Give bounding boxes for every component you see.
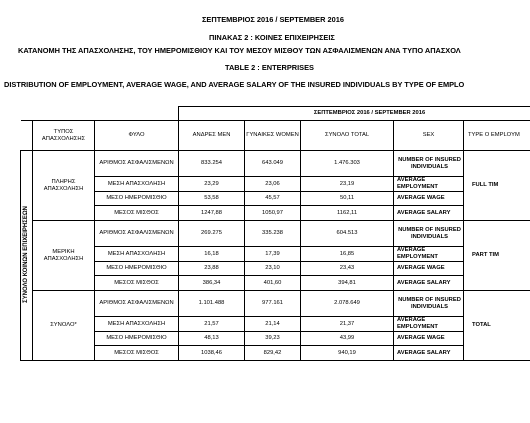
men-value: 833.254 [179,151,245,177]
row-label: ΑΡΙΘΜΟΣ ΑΣΦΑΛΙΣΜΕΝΩΝ [95,221,179,247]
row-label: ΑΡΙΘΜΟΣ ΑΣΦΑΛΙΣΜΕΝΩΝ [95,151,179,177]
sex-label: AVERAGE EMPLOYMENT [394,317,464,332]
women-value: 45,57 [245,192,301,206]
total-value: 43,99 [301,332,394,346]
women-value: 39,23 [245,332,301,346]
sex-label: AVERAGE WAGE [394,332,464,346]
men-value: 23,88 [179,262,245,276]
men-value: 386,34 [179,276,245,291]
women-value: 23,06 [245,177,301,192]
blank-corner [21,107,179,121]
total-value: 940,19 [301,346,394,361]
blank-side [21,121,33,151]
row-label: ΑΡΙΘΜΟΣ ΑΣΦΑΛΙΣΜΕΝΩΝ [95,291,179,317]
women-value: 17,39 [245,247,301,262]
total-value: 21,37 [301,317,394,332]
sex-label: AVERAGE EMPLOYMENT [394,177,464,192]
type-label: ΜΕΡΙΚΗ ΑΠΑΣΧΟΛΗΣΗ [33,221,95,291]
date-title: ΣΕΠΤΕΜΒΡΙΟΣ 2016 / SEPTEMBER 2016 [202,15,344,24]
table-row [21,192,530,206]
total-value: 23,19 [301,177,394,192]
col-header-women: ΓΥΝΑΙΚΕΣ WOMEN [245,121,301,151]
side-label: ΣΥΝΟΛΟ ΚΟΙΝΩΝ ΕΠΙΧΕΙΡΗΣΕΩΝ [23,205,30,303]
sex-label: AVERAGE WAGE [394,192,464,206]
table-title-greek: ΠΙΝΑΚΑΣ 2 : ΚΟΙΝΕΣ ΕΠΙΧΕΙΡΗΣΕΙΣ [209,33,335,42]
table-row [21,291,530,317]
total-value: 1.476.303 [301,151,394,177]
row-label: ΜΕΣΟ ΗΜΕΡΟΜΙΣΘΙΟ [95,332,179,346]
table-row [21,206,530,221]
type-label: ΣΥΝΟΛΟ* [33,291,95,361]
men-value: 48,13 [179,332,245,346]
men-value: 1038,46 [179,346,245,361]
total-value: 2.078.649 [301,291,394,317]
sex-label: AVERAGE SALARY [394,276,464,291]
men-value: 21,57 [179,317,245,332]
table-row [21,276,530,291]
col-header-type-en: TYPE O EMPLOYM [464,121,530,151]
period-header: ΣΕΠΤΕΜΒΡΙΟΣ 2016 / SEPTEMBER 2016 [179,107,530,121]
women-value: 23,10 [245,262,301,276]
row-label: ΜΕΣΟΣ ΜΙΣΘΟΣ [95,346,179,361]
men-value: 269.275 [179,221,245,247]
women-value: 977.161 [245,291,301,317]
row-label: ΜΕΣΟΣ ΜΙΣΘΟΣ [95,276,179,291]
table-body [21,151,530,361]
table-row [21,332,530,346]
total-value: 16,85 [301,247,394,262]
side-label-cell [21,151,33,361]
col-header-type: ΤΥΠΟΣ ΑΠΑΣΧΟΛΗΣΗΣ [33,121,95,151]
women-value: 1050,97 [245,206,301,221]
men-value: 1247,88 [179,206,245,221]
sex-label: NUMBER OF INSURED INDIVIDUALS [394,291,464,317]
table-row [21,346,530,361]
row-label: ΜΕΣΗ ΑΠΑΣΧΟΛΗΣΗ [95,317,179,332]
table-row [21,247,530,262]
women-value: 21,14 [245,317,301,332]
col-header-total: ΣΥΝΟΛΟ TOTAL [301,121,394,151]
row-label: ΜΕΣΗ ΑΠΑΣΧΟΛΗΣΗ [95,177,179,192]
sex-label: AVERAGE SALARY [394,346,464,361]
sex-label: AVERAGE EMPLOYMENT [394,247,464,262]
type-label-en: TOTAL [464,291,530,361]
women-value: 335.238 [245,221,301,247]
table-subtitle-english: DISTRIBUTION OF EMPLOYMENT, AVERAGE WAGE, AND AVERAGE SALARY OF THE INSURED INDIVIDUALS BY TYPE OF EMPLO [4,80,465,89]
col-header-sheet: ΦΥΛΟ [95,121,179,151]
table-title-english: TABLE 2 : ENTERPRISES [225,63,314,72]
total-value: 1162,11 [301,206,394,221]
table-row [21,262,530,276]
men-value: 16,18 [179,247,245,262]
sex-label: NUMBER OF INSURED INDIVIDUALS [394,151,464,177]
row-label: ΜΕΣΟ ΗΜΕΡΟΜΙΣΘΙΟ [95,192,179,206]
total-value: 604.513 [301,221,394,247]
table-row [21,221,530,247]
total-value: 23,43 [301,262,394,276]
col-header-men: ΑΝΔΡΕΣ MEN [179,121,245,151]
men-value: 53,58 [179,192,245,206]
type-label-en: FULL TIM [464,151,530,221]
sex-label: NUMBER OF INSURED INDIVIDUALS [394,221,464,247]
row-label: ΜΕΣΟΣ ΜΙΣΘΟΣ [95,206,179,221]
sex-label: AVERAGE WAGE [394,262,464,276]
women-value: 401,60 [245,276,301,291]
row-label: ΜΕΣΗ ΑΠΑΣΧΟΛΗΣΗ [95,247,179,262]
table-row [21,151,530,177]
women-value: 829,42 [245,346,301,361]
men-value: 1.101.488 [179,291,245,317]
employment-table [20,106,530,361]
col-header-sex: SEX [394,121,464,151]
table-row [21,317,530,332]
type-label-en: PART TIM [464,221,530,291]
men-value: 23,29 [179,177,245,192]
sex-label: AVERAGE SALARY [394,206,464,221]
women-value: 643.049 [245,151,301,177]
total-value: 50,11 [301,192,394,206]
type-label: ΠΛΗΡΗΣ ΑΠΑΣΧΟΛΗΣΗ [33,151,95,221]
total-value: 394,81 [301,276,394,291]
table-subtitle-greek: ΚΑΤΑΝΟΜΗ ΤΗΣ ΑΠΑΣΧΟΛΗΣΗΣ, ΤΟΥ ΗΜΕΡΟΜΙΣΘΙΟΥ ΚΑΙ ΤΟΥ ΜΕΣΟΥ ΜΙΣΘΟΥ ΤΩΝ ΑΣΦΑΛΙΣΜΕΝΩΝ ΑΝΑ ΤΥΠΟ ΑΠΑΣΧΟΛ [18,46,461,55]
row-label: ΜΕΣΟ ΗΜΕΡΟΜΙΣΘΙΟ [95,262,179,276]
table-row [21,177,530,192]
